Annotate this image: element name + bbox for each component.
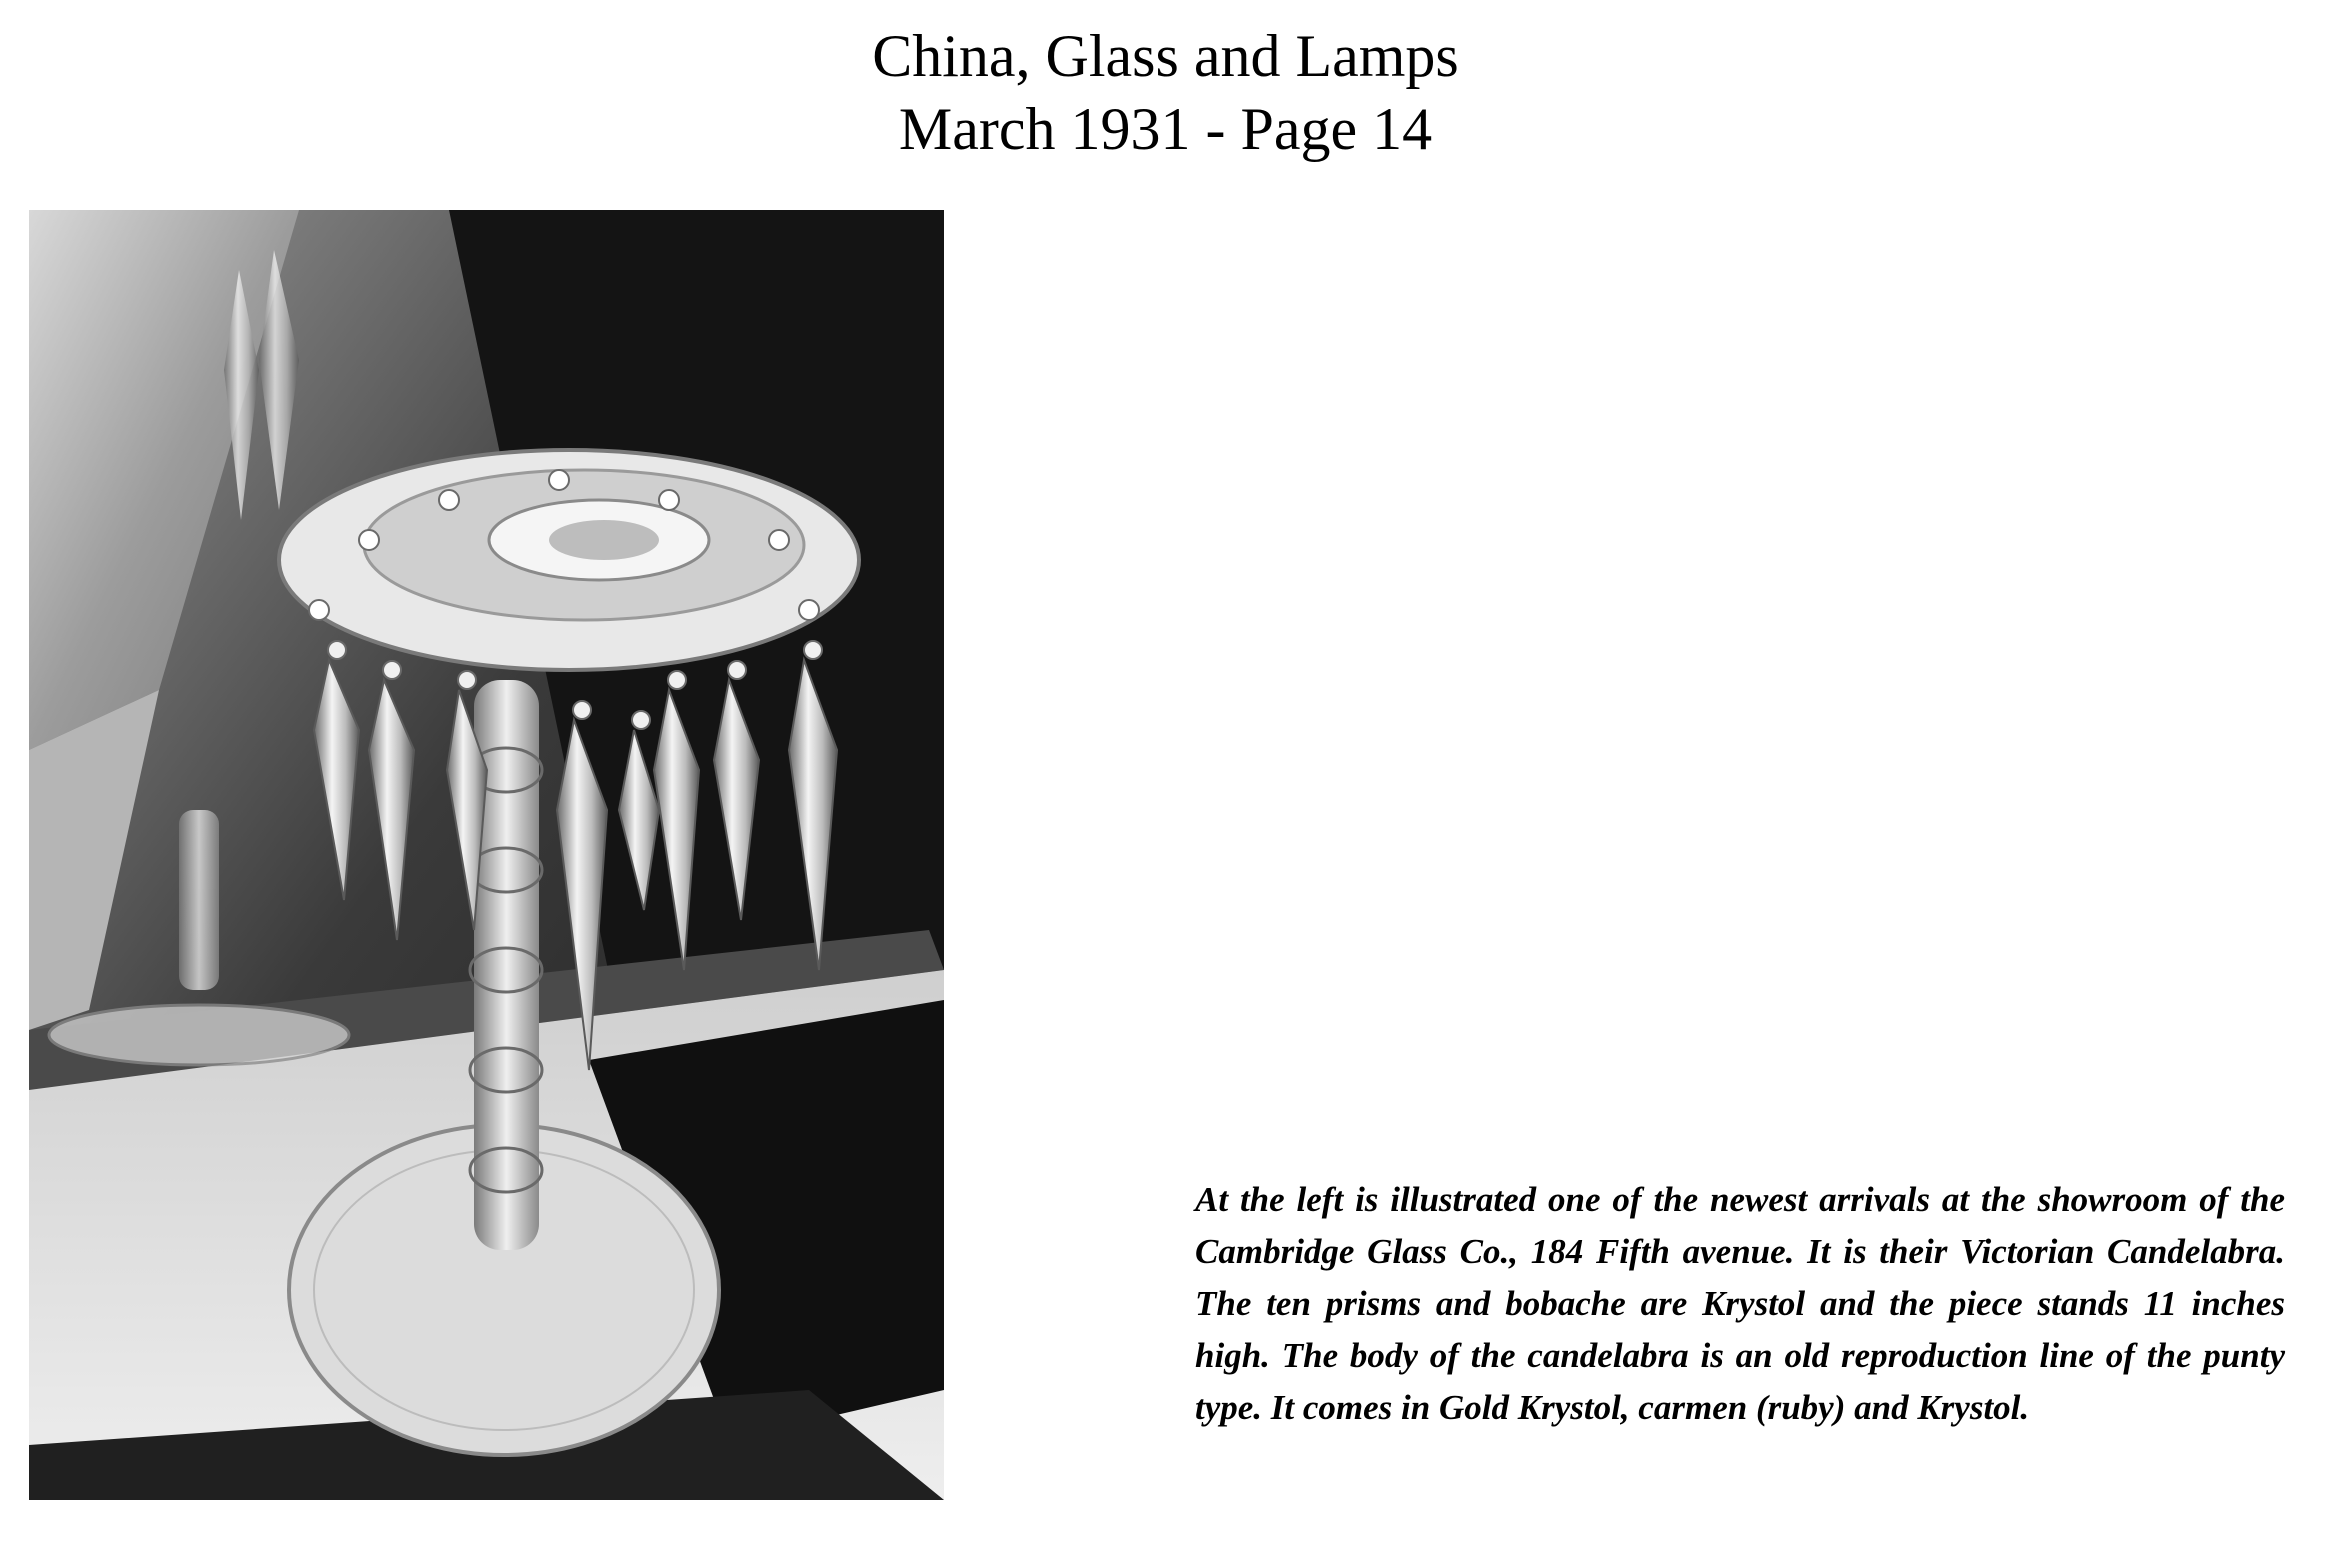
candelabra-illustration [29,210,944,1500]
publication-title: China, Glass and Lamps [872,23,1459,89]
caption-text: At the left is illustrated one of the newest arrivals at the showroom of the Cambridge Glass Co., 184 Fifth avenue. It is their Victorian Candelabra. The ten prisms and bobache are Krystol and the piece stands 11 inches high. The body of the candelabra is an old reproduction line of the punty type. It comes in Gold Krystol, carmen (ruby) and Krystol. [1195,1180,2285,1427]
page-header [0,20,2331,166]
candelabra-photo [29,210,944,1500]
issue-page-line: March 1931 - Page 14 [898,96,1433,162]
